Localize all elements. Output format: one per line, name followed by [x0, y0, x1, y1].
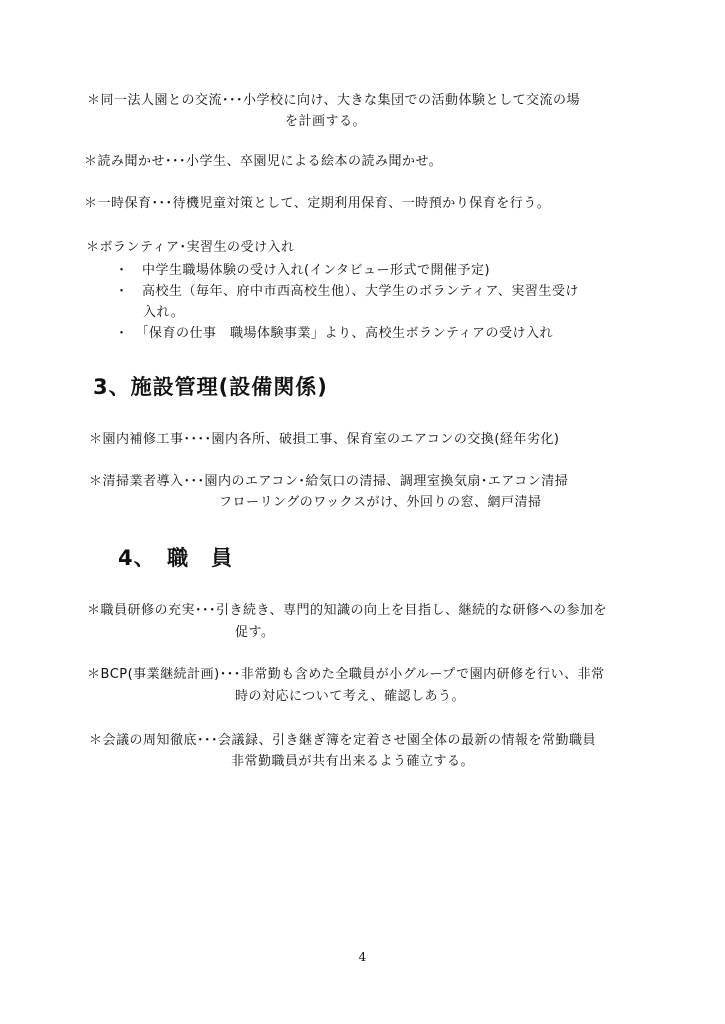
meeting-item-line1: ＊会議の周知徹底･･･会議録、引き継ぎ簿を定着させ園全体の最新の情報を常勤職員 — [89, 733, 597, 748]
exchange-item-line1: ＊同一法人園との交流･･･小学校に向け、大きな集団での活動体験として交流の場 — [87, 93, 580, 108]
cleaning-item-line2: フローリングのワックスがけ、外回りの窓、網戸清掃 — [219, 495, 542, 510]
volunteer-bullet-2-line2: 入れ。 — [143, 305, 185, 320]
volunteer-bullet-1: ・ 中学生職場体験の受け入れ(インタビュー形式で開催予定) — [115, 263, 491, 278]
cleaning-item-line1: ＊清掃業者導入･･･園内のエアコン･給気口の清掃、調理室換気扇･エアコン清掃 — [89, 474, 569, 489]
section-3-heading: 3、施設管理(設備関係) — [93, 375, 328, 399]
reading-item: ＊読み聞かせ･･･小学生、卒園児による絵本の読み聞かせ。 — [84, 154, 443, 169]
repair-item: ＊園内補修工事････園内各所、破損工事、保育室のエアコンの交換(経年劣化) — [89, 432, 560, 447]
training-item-line2: 促す。 — [235, 625, 275, 640]
page-number: 4 — [358, 950, 367, 964]
volunteer-title: ＊ボランティア･実習生の受け入れ — [86, 240, 295, 255]
temporary-care-item: ＊一時保育･･･待機児童対策として、定期利用保育、一時預かり保育を行う。 — [84, 196, 551, 211]
meeting-item-line2: 非常勤職員が共有出来るよう確立する。 — [231, 754, 475, 769]
bcp-item-line1: ＊BCP(事業継続計画)･･･非常勤も含めた全職員が小グループで園内研修を行い、非常 — [87, 667, 605, 682]
bcp-item-line2: 時の対応について考え、確認しあう。 — [235, 689, 466, 704]
section-4-heading: 4、 職 員 — [118, 546, 234, 570]
exchange-item-line2: を計画する。 — [285, 114, 367, 129]
volunteer-bullet-2-line1: ・ 高校生（毎年、府中市西高校生他）、大学生のボランティア、実習生受け — [115, 284, 579, 299]
training-item-line1: ＊職員研修の充実･･･引き続き、専門的知識の向上を目指し、継続的な研修への参加を — [87, 603, 607, 618]
volunteer-bullet-3: ・ 「保育の仕事 職場体験事業」より、高校生ボランティアの受け入れ — [115, 326, 553, 341]
